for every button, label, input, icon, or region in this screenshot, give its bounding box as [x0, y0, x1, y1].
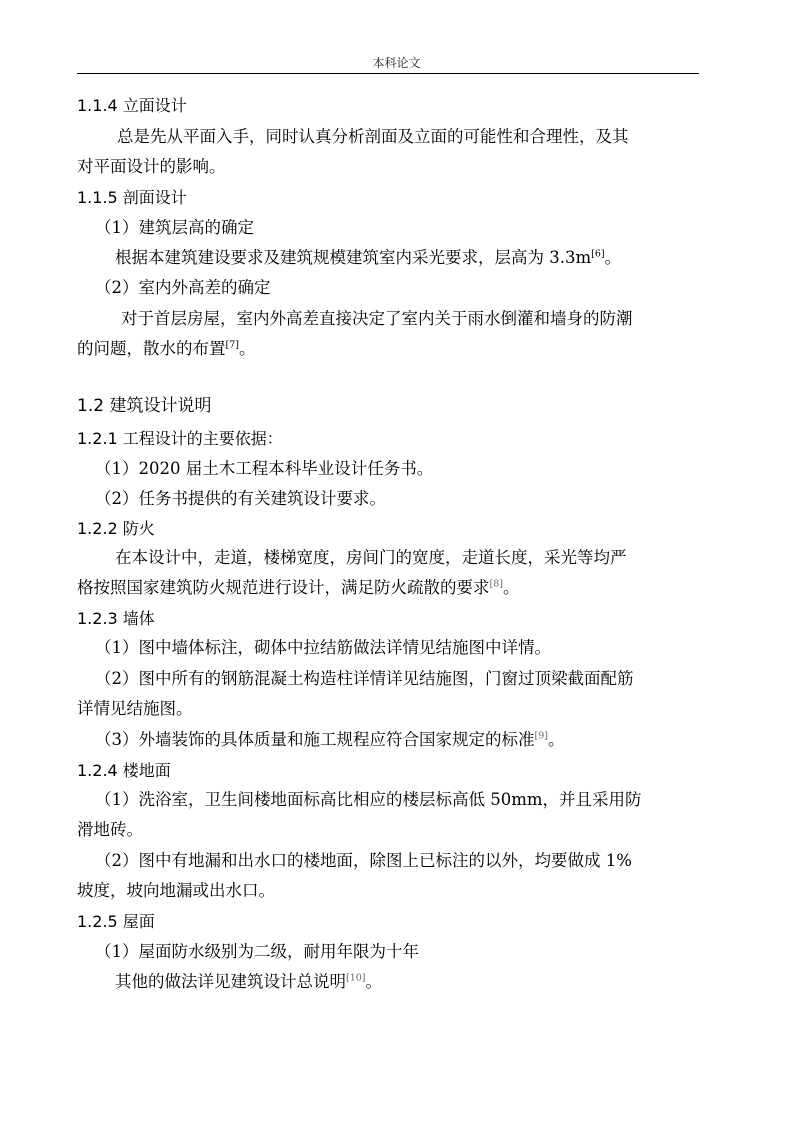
citation: [6]	[591, 248, 605, 260]
paragraph-line: 滑地砖。	[77, 820, 143, 839]
section-heading-1-1-5: 1.1.5 剖面设计	[77, 188, 187, 207]
list-item: （1）2020 届土木工程本科毕业设计任务书。	[95, 459, 434, 478]
list-item: （2）图中所有的钢筋混凝土构造柱详情详见结施图，门窗过顶梁截面配筋	[95, 669, 634, 688]
page-header: 本科论文	[372, 56, 421, 70]
list-item: （1）图中墙体标注，砌体中拉结筋做法详情见结施图中详情。	[95, 638, 551, 657]
paragraph-line: 总是先从平面入手，同时认真分析剖面及立面的可能性和合理性，及其	[117, 127, 629, 146]
paragraph-line: 在本设计中，走道，楼梯宽度，房间门的宽度，走道长度，采光等均严	[115, 548, 627, 567]
paragraph-line: 对平面设计的影响。	[77, 157, 226, 176]
section-heading-1-2-2: 1.2.2 防火	[77, 519, 155, 538]
paragraph-line: 详情见结施图。	[77, 699, 193, 718]
paragraph-line	[77, 577, 707, 599]
text: 。	[502, 578, 520, 597]
list-item: （1）洗浴室，卫生间楼地面标高比相应的楼层标高低 50mm，并且采用防	[95, 790, 642, 809]
text: 其他的做法详见建筑设计总说明	[115, 972, 346, 991]
paragraph-line	[115, 971, 745, 993]
list-item: （1）屋面防水级别为二级，耐用年限为十年	[95, 942, 419, 961]
section-heading-1-2-1: 1.2.1 工程设计的主要依据：	[77, 429, 283, 448]
text: 格按照国家建筑防火规范进行设计，满足防火疏散的要求	[77, 578, 490, 597]
list-item: （2）图中有地漏和出水口的楼地面，除图上已标注的以外，均要做成 1%	[95, 851, 632, 870]
paragraph-line: 对于首层房屋，室内外高差直接决定了室内关于雨水倒灌和墙身的防潮	[121, 309, 633, 328]
list-item: （2）室内外高差的确定	[95, 278, 271, 297]
citation: [8]	[489, 578, 503, 590]
citation: [10]	[346, 972, 366, 984]
section-heading-1-2-3: 1.2.3 墙体	[77, 609, 155, 628]
section-heading-1-2-4: 1.2.4 楼地面	[77, 761, 171, 780]
paragraph-line	[77, 338, 707, 360]
text: 。	[604, 248, 622, 267]
text: 。	[365, 972, 383, 991]
section-heading-1-1-4: 1.1.4 立面设计	[77, 96, 187, 115]
text: （3）外墙装饰的具体质量和施工规程应符合国家规定的标准	[95, 730, 535, 749]
paragraph-line	[115, 247, 745, 269]
section-heading-1-2: 1.2 建筑设计说明	[77, 396, 212, 416]
section-heading-1-2-5: 1.2.5 屋面	[77, 912, 155, 931]
text: 。	[547, 730, 565, 749]
citation: [7]	[225, 339, 239, 351]
list-item: （1）建筑层高的确定	[95, 218, 254, 237]
text: 。	[238, 339, 256, 358]
text: 根据本建筑建设要求及建筑规模建筑室内采光要求，层高为 3.3m	[115, 248, 592, 267]
list-item	[95, 729, 725, 751]
paragraph-line: 坡度，坡向地漏或出水口。	[77, 881, 275, 900]
citation: [9]	[534, 730, 548, 742]
text: 的问题，散水的布置	[77, 339, 226, 358]
header-rule	[77, 73, 699, 74]
list-item: （2）任务书提供的有关建筑设计要求。	[95, 489, 386, 508]
